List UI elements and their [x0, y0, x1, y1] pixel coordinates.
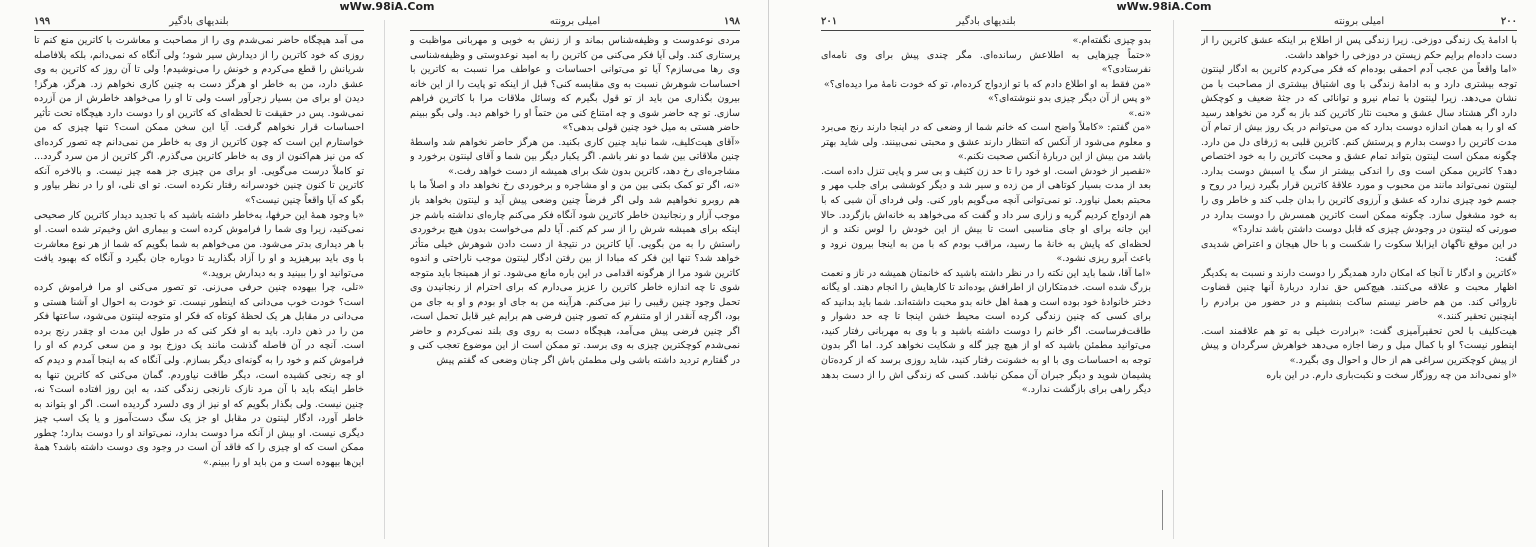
paragraph: «نه.»: [1128, 107, 1151, 119]
paragraph: «آقای هیت‌کلیف، شما نباید چنین کاری بکنید. من هرگز حاضر نخواهم شد واسطهٔ چنین ملاقاتی بین شما دو نفر باشم. اگر یکبار دیگر بین شما و آقای لینتون برخورد و مشاجره‌ای رخ دهد، کاترین بدون شک برای همیشه از دست خواهد رفت.»: [410, 136, 740, 177]
paragraph: با ادامهٔ یک زندگی دوزخی. زیرا زندگی پس از اطلاع بر اینکه عشق کاترین را از دست داده‌ام برایم حکم زیستن در دوزخی را خواهد داشت.: [1201, 35, 1517, 61]
watermark: wWw.98iA.Com: [339, 0, 435, 13]
page-header: [1201, 16, 1517, 31]
paragraph: «با وجود همهٔ این حرفها، به‌خاطر داشته باشید که با تجدید دیدار کاترین کار صحیحی نمی‌کنید، زیرا وی شما را فراموش کرده است و بیماری اش وخیم‌تر شده است. او با هر دیداری بدتر می‌شود. من می‌خواهم به شما بگویم که شما از هر نوع معاشرت با وی باید بپرهیزید و او را آزاد بگذارید تا دوباره جان بگیرد و آنگاه که بهبود یافت می‌توانید او را ببینید و به دیدارش بروید.»: [34, 209, 364, 279]
paragraph: «اما واقعاً من عجب آدم احمقی بوده‌ام که فکر می‌کردم کاترین به ادگار لینتون توجه بیشتری دارد و به ادامهٔ زندگی با وی اشتیاق بیشتری از مصاحبت با من نشان می‌دهد. زیرا لینتون با تمام نیرو و توانائی که در جثهٔ ضعیف و کوچکش دارد اگر هشتاد سال عشق و محبت نثار کاترین کند باز به گرد من نخواهد رسید که او را به همان اندازه دوست بدارد که من می‌توانم در یک روز بیش از تمام آن مدت کاترین را دوست بدارم و پرستش کنم. کاترین قلبی به ژرفای دل من دارد. چگونه ممکن است لینتون بتواند تمام عشق و محبت کاترین را به خود اختصاص دهد؟ کاترین ممکن است وی را اندکی بیشتر از سگ یا اسبش دوست بدارد. لینتون نمی‌تواند مانند من محبوب و مورد علاقهٔ کاترین قرار بگیرد زیرا در روح و جسم خود چیزی ندارد که عشق و آرزوی کاترین را بدان جلب کند و خاطر وی را به خود مشغول سازد. چگونه ممکن است کاترین همسرش را دوست بدارد در صورتی که لینتون در وجودش چیزی که قابل دوست داشتن باشد ندارد؟»: [1201, 64, 1517, 236]
page-number: ۱۹۹: [34, 16, 51, 27]
paragraph: «تلی، چرا بیهوده چنین حرفی می‌زنی. تو تصور می‌کنی او مرا فراموش کرده است؟ خودت خوب می‌دانی که اینطور نیست. تو خودت به احوال او آشنا هستی و می‌دانی در مقابل هر یک لحظهٔ کوتاه که فکر او متوجه لینتون می‌شود، ساعتها فکر من را در ذهن دارد. باید به او فکر کنی که در طول این مدت او چقدر رنج برده است. آنچه در آن فاصله گذشت مانند یک دوزخ بود و من سعی کردم که او را فراموش کنم و خود را به گونه‌ای دیگر بسازم. ولی آنگاه که به اینجا آمدم و دیدم که او چه رنجی کشیده است، دیگر طاقت نیاوردم. گمان می‌کنی که کاترین تنها به خاطر اینکه باید با آن مرد نازک نارنجی زندگی کند، به این روز افتاده است؟ نه، چنین نیست. ولی بگذار بگویم که او نیز از وی دلسرد گردیده است. اگر او بتواند به خاطر آورد، ادگار لینتون در مقابل او جز یک سگ دست‌آموز و یا یک اسب چیز دیگری نیست. او بیش از آنکه مرا دوست بدارد، نمی‌تواند او را دوست بدارد؛ چطور ممکن است که او چیزی را که فاقد آن است در وجود وی دوست داشته باشد؟ همهٔ این‌ها بیهوده است و من باید او را ببینم.»: [34, 282, 364, 468]
right-spread-scan: [768, 0, 1536, 547]
paragraph: هیت‌کلیف با لحن تحقیرآمیزی گفت: «برادرت خیلی به تو هم علاقمند است. اینطور نیست؟ او با کمال میل و رضا اجازه می‌دهد خواهرش سرگردان و پیش از پیش کوچکترین سراغی هم از حال و احوال وی بگیرد.»: [1201, 325, 1517, 367]
paragraph: «کاترین و ادگار تا آنجا که امکان دارد همدیگر را دوست دارند و نسبت به یکدیگر اظهار محبت و علاقه می‌کنند. هیچ‌کس حق ندارد دربارهٔ آنها چنین قضاوت ناروائی کند. من هم حاضر نیستم ساکت بنشینم و در حضور من برادرم را اینچنین تحقیر کنند.»: [1201, 267, 1517, 323]
paragraph: مردی نوعدوست و وظیفه‌شناس بماند و از زنش به خوبی و مهربانی مواظبت و پرستاری کند. ولی آیا فکر می‌کنی من کاترین را به امید نوعدوستی و وظیفه‌شناسی وی رها می‌سازم؟ آیا تو می‌توانی احساسات و عواطف مرا نسبت به کاترین با احساسات شوهرش نسبت به وی مقایسه کنی؟ قبل از اینکه تو پایت را از این خانه بیرون بگذاری من باید از تو قول بگیرم که وسائل ملاقات مرا با کاترین فراهم سازی. تو چه حاضر شوی و چه امتناع کنی من حتماً او را خواهم دید. ولی بگو ببینم حاضر هستی به میل خود چنین قولی بدهی؟»: [410, 35, 740, 134]
paragraph: «اما آقا، شما باید این نکته را در نظر داشته باشید که خانمتان همیشه در ناز و نعمت بزرگ شده است. خدمتکاران از اطرافش بوده‌اند تا کارهایش را انجام دهند. او یگانه دختر خانوادهٔ خود بوده است و همهٔ اهل خانه بدو محبت داشته‌اند. شما باید بدانید که برای کسی که چنین زندگی کرده است محیط خشن اینجا تا چه حد دشوار و طاقت‌فرساست. اگر خانم را دوست داشته باشید و با وی به مهربانی رفتار کنید، می‌توانید مطمئن باشید که او از هیچ چیز گله و شکایت نخواهد کرد. اما اگر بدون توجه به احساسات وی با او به خشونت رفتار کنید، شاید روزی برسد که از کرده‌تان پشیمان شوید و دیگر جبران آن ممکن نباشد. کسی که زندگی اش را از دست بدهد دیگر راهی برای بازگشت ندارد.»: [821, 267, 1151, 396]
page-text: [34, 34, 364, 544]
paragraph: «حتماً چیزهایی به اطلاعش رسانده‌ای. مگر چندی پیش برای وی نامه‌ای نفرستادی؟»: [821, 49, 1151, 76]
page-text: [410, 34, 740, 544]
page-198: [410, 16, 740, 543]
page-201: [821, 16, 1151, 543]
running-head: امیلی برونته: [549, 16, 601, 27]
paragraph: می آمد هیچگاه حاضر نمی‌شدم وی را از مصاحبت و معاشرت با کاترین منع کنم تا روزی که خود کاترین را از دیدارش سیر شود؛ ولی آنگاه که نمی‌دانم، بلکه بلافاصله شریانش را قطع می‌کردم و خونش را می‌نوشیدم! ولی تا آن روز که کاترین به وی عشق دارد، من به خاطر او هرگز دست به چنین کاری نخواهم زد. هرگز، هرگز! دیدن او برای من بسیار زجرآور است ولی تا او را می‌خواهد خاطرش از من آزرده نمی‌شود. پس در حقیقت تا لحظه‌ای که کاترین او را دوست دارد هیچگاه تحت تأثیر احساسات قرار نخواهم گرفت. آیا این سخن ممکن است؟ تنها چیزی که من خواستارم این است که چون کاترین از وی به خاطر من نمی‌دانم چه تصور کرده‌ای که من نیز هم‌اکنون از وی به خاطر کاترین می‌گذرم. اگر کاترین از من سرد گردد... تو کاملاً درست می‌گویی. او برای من چیزی جز همه چیز نیست. و بالاخره آنکه کاترین تا کنون چنین خودسرانه رفتار نکرده است. تو ای نلی، او را در نظر بیاور و بگو که آیا واقعاً چنین نیست؟»: [34, 35, 364, 207]
paragraph: در این موقع ناگهان ایزابلا سکوت را شکست و با حال هیجان و اعتراض شدیدی گفت:: [1201, 238, 1517, 265]
binding-mark: [1162, 490, 1163, 530]
gutter-line: [384, 20, 385, 539]
page-header: [410, 16, 740, 31]
paragraph: «تقصیر از خودش است. او خود را تا حد زن کثیف و بی سر و پایی تنزل داده است. بعد از مدت بسیار کوتاهی از من زده و سیر شد و دیگر کوششی برای جلب مهر و محبتم بعمل نیاورد. تو نمی‌توانی آنچه می‌گویم باور کنی. ولی فردای آن شبی که با هم ازدواج کردیم گریه و زاری سر داد و گفت که می‌خواهد به خانه‌اش بازگردد. حالا این جانه برای او جای مناسبی است تا بیش از این خودش را لوس نکند و از لحظه‌ای که پایش به خانهٔ ما رسید، مراقب بودم که با من به اینجا بیرون نرود و باعث آبرو ریزی نشود.»: [821, 165, 1151, 265]
page-200: [1201, 16, 1517, 543]
running-head: بلندیهای بادگیر: [169, 16, 229, 27]
page-text: [821, 34, 1151, 544]
gutter-line: [1173, 20, 1174, 539]
page-number: ۲۰۰: [1500, 16, 1517, 27]
paragraph: «من گفتم: «کاملاً واضح است که خانم شما از وضعی که در اینجا دارند رنج می‌برد و معلوم می‌شود از آنکس که انتظار دارند عشق و محبتی نمی‌بینند. ولی شاید بهتر باشد من بیش از این دربارهٔ آنکس صحبت نکنم.»: [821, 122, 1151, 163]
paragraph: «من فقط به او اطلاع دادم که با تو ازدواج کرده‌ام، تو که خودت نامهٔ مرا دیده‌ای؟»: [823, 78, 1151, 90]
paragraph: «نه، اگر تو کمک بکنی بین من و او مشاجره و برخوردی رخ نخواهد داد و اصلاً ما با هم روبرو نخواهیم شد ولی اگر فرضاً چنین وضعی پیش آید و لینتون بخواهد باز موجب آزار و رنجانیدن خاطر کاترین شود آنگاه فکر می‌کنم چاره‌ای نداشته باشم جز اینکه برای همیشه شرش را از سر کم کنم. آیا دلم می‌خواست بدون هیچ برخوردی راستش را به من بگویی. آیا کاترین در نتیجهٔ از دست دادن شوهرش خیلی متأثر خواهد شد؟ تنها این فکر که مبادا از بین رفتن ادگار لینتون موجب ناراحتی و اندوه کاترین شود مرا از هرگونه اقدامی در این باره مانع می‌شود. تو از همینجا باید متوجه شوی تا چه اندازه خاطر کاترین را عزیز می‌دارم که برای احترام از رنجانیدن وی تحمل وجود چنین رقیبی را نیز می‌کنم. هرآینه من به جای او بودم و او به جای من بود، اگرچه آنقدر از او متنفرم که تصور چنین فرضی هم برایم غیر قابل تحمل است، اگر چنین فرضی پیش می‌آمد، هیچگاه دست به روی وی بلند نمی‌کردم و حاضر نمی‌شدم کوچکترین چیزی به وی برسد. تو ممکن است از این موضوع تعجب کنی و در گفتارم تردید داشته باشی ولی مطمئن باش اگر چنان وضعی که گفتم پیش: [410, 180, 740, 367]
running-head: بلندیهای بادگیر: [956, 16, 1016, 27]
page-header: [34, 16, 364, 31]
page-header: [821, 16, 1151, 31]
paragraph: «و پس از آن دیگر چیزی بدو ننوشته‌ای؟»: [988, 93, 1151, 105]
page-199: [34, 16, 364, 543]
paragraph: «او نمی‌داند من چه روزگار سخت و نکبت‌باری دارم. در این باره: [1266, 369, 1517, 381]
page-number: ۱۹۸: [723, 16, 740, 27]
paragraph: بدو چیزی نگفته‌ام.»: [1072, 35, 1151, 46]
page-text: [1201, 34, 1517, 544]
running-head: امیلی برونته: [1333, 16, 1385, 27]
watermark: wWw.98iA.Com: [1116, 0, 1212, 13]
page-number: ۲۰۱: [821, 16, 838, 27]
